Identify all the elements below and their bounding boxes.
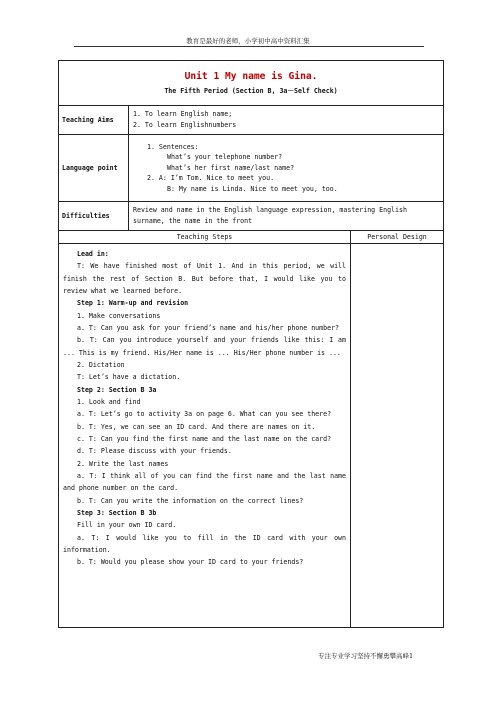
teaching-steps-content — [59, 244, 351, 628]
title-cell — [59, 61, 444, 106]
step-line: 2. Dictation — [77, 360, 125, 369]
step-line: T: We have finished most of Unit 1. And in this period, we will finish the rest of Section B. But before that, I would like you to review what we learned before. — [63, 262, 346, 295]
step-line: 2. Write the last names — [77, 459, 169, 468]
step-line: Fill in your own ID card. — [77, 521, 177, 530]
lesson-subtitle: The Fifth Period (Section B, 3a－Self Check) — [164, 86, 338, 95]
language-line: B: My name is Linda. Nice to meet you, too. — [167, 184, 338, 193]
aims-line: 1. To learn English name; — [133, 110, 233, 119]
step-line: c. T: Can you find the first name and the last name on the card? — [77, 434, 332, 443]
step-line: b. T: Can you write the information on the correct lines? — [77, 496, 304, 505]
step-line: b. T: Can you introduce yourself and your friends like this: I am ... This is my friend. His/Her name is ... His/Her phone number is ... — [63, 336, 346, 357]
step-line: T: Let’s have a dictation. — [77, 373, 181, 382]
difficulties-content: Review and name in the English language expression, mastering English surname, the name in the front — [129, 202, 444, 231]
page-footer: 专注专业学习坚持不懈勇攀高峰1 — [318, 652, 414, 660]
step-line: 1. Look and find — [77, 397, 141, 406]
step-line: a. T: Let’s go to activity 3a on page 6. What can you see there? — [77, 410, 332, 419]
personal-design-content — [351, 244, 444, 628]
personal-design-header: Personal Design — [351, 231, 444, 244]
step-heading: Step 2: Section B 3a — [77, 385, 157, 394]
lesson-title: Unit 1 My name is Gina. — [184, 70, 318, 82]
step-line: a. T: Can you ask for your friend’s name and his/her phone number? — [77, 323, 340, 332]
teaching-steps-header: Teaching Steps — [59, 231, 351, 244]
step-line: b. T: Yes, we can see an ID card. And there are names on it. — [77, 422, 316, 431]
language-line: 2. A: I’m Tom. Nice to meet you. — [147, 174, 275, 183]
language-content — [129, 135, 444, 202]
aims-line: 2. To learn Englishnumbers — [133, 121, 237, 129]
language-label: Language point — [59, 135, 129, 202]
step-heading: Step 1: Warm-up and revision — [77, 299, 189, 308]
step-heading: Lead in: — [77, 250, 109, 258]
step-heading: Step 3: Section B 3b — [77, 508, 157, 517]
step-line: a. T: I think all of you can find the first name and the last name and phone number on the card. — [63, 471, 346, 493]
step-line: 1. Make conversations — [77, 311, 161, 320]
aims-content — [129, 106, 444, 135]
step-line: b. T: Would you please show your ID card to your friends? — [77, 558, 304, 567]
language-line: 1. Sentences: — [147, 142, 199, 151]
language-line: What’s her first name/last name? — [167, 163, 295, 172]
header-divider — [74, 46, 424, 47]
lesson-plan-table — [58, 60, 444, 628]
difficulties-label: Difficulties — [59, 202, 129, 231]
language-line: What’s your telephone number? — [167, 153, 283, 162]
aims-label: Teaching Aims — [59, 106, 129, 135]
page-header: 教育是最好的老师，小学初中高中资料汇集 — [186, 37, 310, 45]
step-line: d. T: Please discuss with your friends. — [77, 447, 232, 456]
step-line: a. T: I would like you to fill in the ID card with your own information. — [63, 533, 346, 554]
